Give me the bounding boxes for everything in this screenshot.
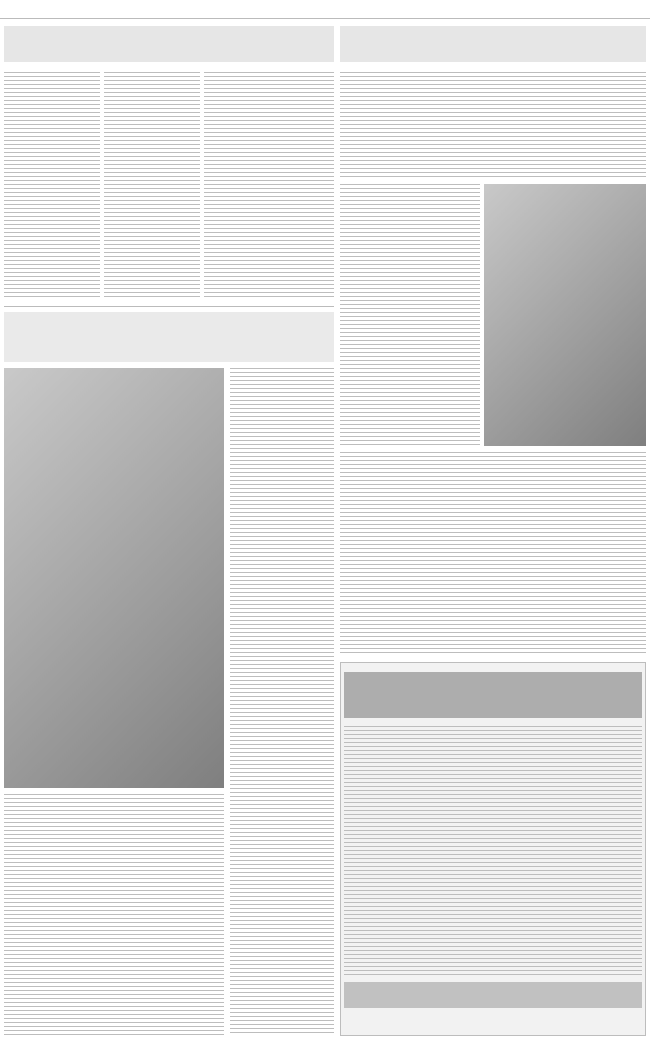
headline-block-2 (4, 312, 334, 362)
right-text-top (340, 72, 646, 180)
ad-footer-block (344, 982, 642, 1008)
right-text-column (340, 184, 480, 446)
right-text-bottom (340, 452, 646, 656)
portrait-photo (484, 184, 646, 446)
masthead-rule (0, 18, 650, 19)
text-column-5 (4, 794, 224, 1036)
text-column-4 (230, 368, 334, 1036)
ad-text (344, 726, 642, 976)
city-photo (4, 368, 224, 788)
headline-block (4, 26, 334, 62)
ad-header-block (344, 672, 642, 718)
text-column-3 (204, 72, 334, 300)
section-divider (4, 306, 334, 307)
right-headline-block (340, 26, 646, 62)
text-column-1 (4, 72, 100, 300)
text-column-2 (104, 72, 200, 300)
